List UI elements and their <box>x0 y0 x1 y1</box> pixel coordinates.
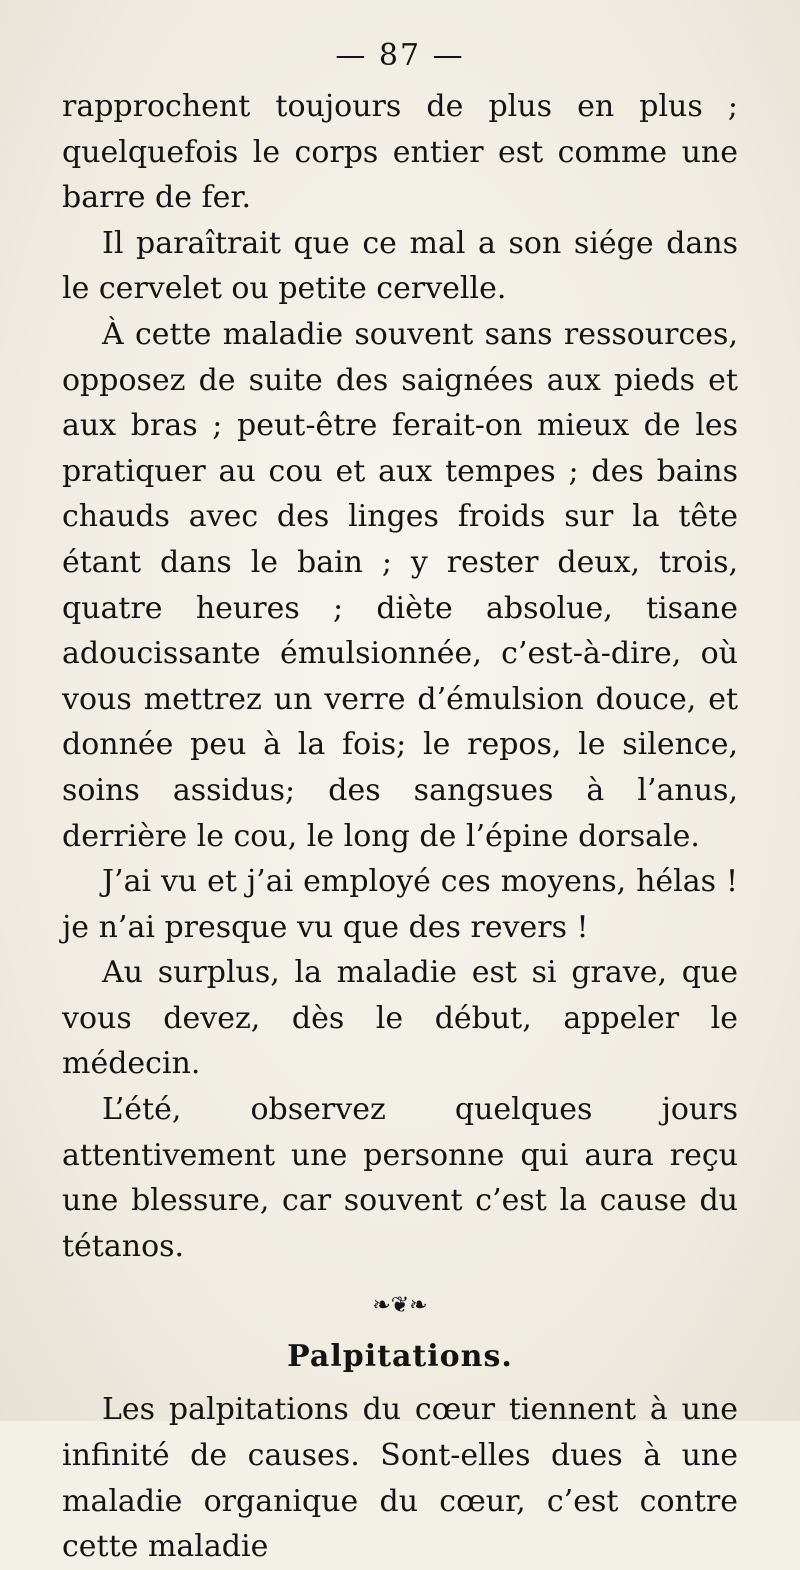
section-heading: Palpitations. <box>287 1339 513 1375</box>
paragraph-seat-of-illness: Il paraîtrait que ce mal a son siége dans le cervelet ou petite cervelle. <box>62 225 738 307</box>
paragraph-palpitations: Les palpitations du cœur tiennent à une infinité de causes. Sont-elles dues à une maladie organique du cœur, c’est contre cette maladie <box>62 1392 738 1565</box>
paragraph-summer-wound: L’été, observez quelques jours attentivement une personne qui aura reçu une blessure, car souvent c’est la cause du tétanos. <box>62 1092 738 1264</box>
paragraph-treatment: À cette maladie souvent sans ressources, opposez de suite des saignées aux pieds et aux bras ; peut-être ferait-on mieux de les pratiquer au cou et aux tempes ; des bains chauds avec des linges froids sur la tête étant dans le bain ; y rester deux, trois, quatre heures ; diète absolue, tisane adoucissante émulsionnée, c’est-à-dire, où vous mettrez un verre d’émulsion douce, et donnée peu à la fois; le repos, le silence, soins assidus; des sangsues à l’anus, derrière le cou, le long de l’épine dorsale. <box>62 316 738 854</box>
paragraph-experience: J’ai vu et j’ai employé ces moyens, hélas ! je n’ai presque vu que des revers ! <box>62 864 738 945</box>
page-number: — 87 — <box>335 38 465 73</box>
paragraph-call-doctor: Au surplus, la maladie est si grave, que vous devez, dès le début, appeler le médecin. <box>62 955 738 1082</box>
page-body <box>62 84 738 1570</box>
ornament-divider-icon: ❧❦❧ <box>372 1293 428 1319</box>
paragraph-continuation: rapprochent toujours de plus en plus ; quelquefois le corps entier est comme une barre de fer. <box>62 89 738 216</box>
